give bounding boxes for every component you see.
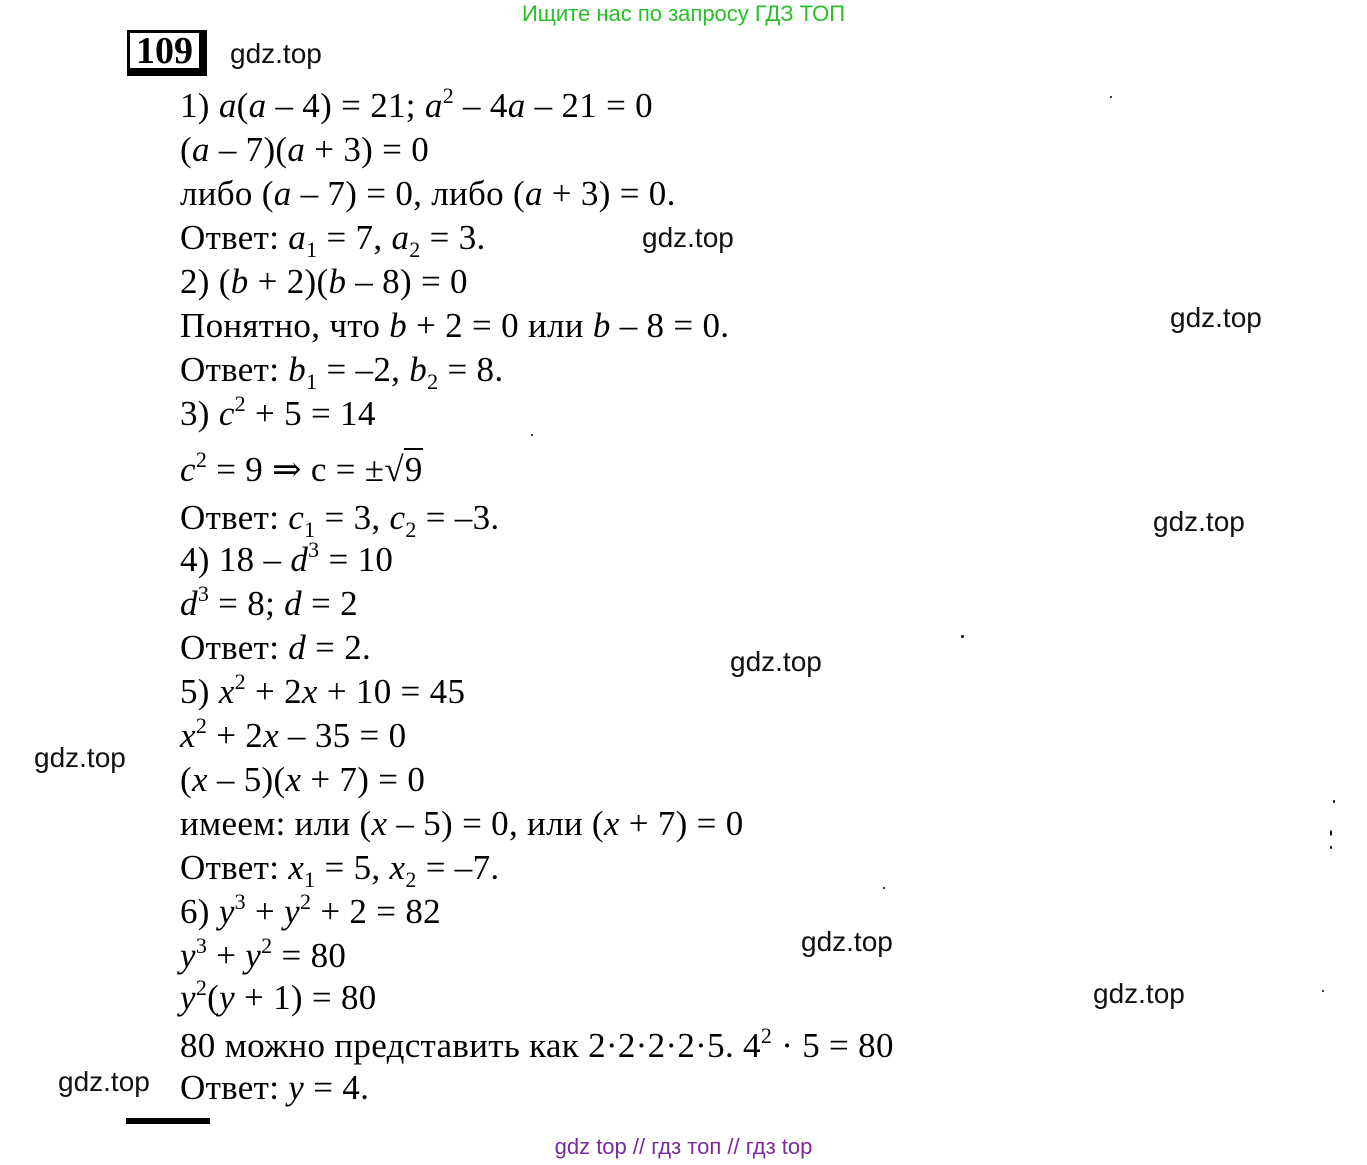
answer-line-2: Ответ: $b_1 = -2$, $b_2 = 8$. bbox=[180, 350, 504, 394]
solution-line-20: $y^3 + y^2 = 80$ bbox=[180, 933, 347, 975]
solution-line-2: (a – 7)(a + 3) = 0 bbox=[180, 130, 430, 169]
scan-speck bbox=[1333, 800, 1335, 803]
watermark: gdz.top bbox=[1153, 506, 1245, 537]
answer-line-3: Ответ: $c_1 = 3$, $c_2 = -3$. bbox=[180, 498, 500, 542]
watermark: gdz.top bbox=[642, 222, 734, 253]
solution-line-21: $y^2(y + 1) = 80$ bbox=[180, 975, 377, 1017]
solution-line-19: 6) $y^3 + y^2 + 2 = 82$ bbox=[180, 889, 441, 931]
solution-line-1: 1) a(a – 4) = 21; $a^2 - 4a - 21 = 0$ bbox=[180, 83, 653, 125]
solution-line-5: 2) (b + 2)(b – 8) = 0 bbox=[180, 262, 468, 301]
scan-speck bbox=[1330, 830, 1332, 836]
watermark: gdz.top bbox=[230, 38, 322, 69]
scan-speck bbox=[961, 635, 964, 638]
solution-line-17: имеем: или (x – 5) = 0, или (x + 7) = 0 bbox=[180, 804, 744, 843]
scan-speck bbox=[1110, 96, 1112, 98]
solution-line-12: $d^3 = 8$; d = 2 bbox=[180, 581, 358, 623]
scan-speck bbox=[531, 434, 533, 436]
end-of-solution-mark bbox=[126, 1118, 210, 1124]
watermark: gdz.top bbox=[801, 926, 893, 957]
solution-line-15: $x^2 + 2x - 35 = 0$ bbox=[180, 713, 407, 755]
scan-speck bbox=[883, 887, 885, 889]
watermark: gdz.top bbox=[1170, 302, 1262, 333]
watermark: gdz.top bbox=[58, 1066, 150, 1097]
solution-line-9: $c^2 = 9$ ⇒ c = ±√9 bbox=[180, 447, 423, 489]
scan-speck bbox=[1322, 990, 1324, 992]
solution-line-14: 5) $x^2 + 2x + 10 = 45$ bbox=[180, 669, 466, 711]
search-hint-banner: Ищите нас по запросу ГДЗ ТОП bbox=[521, 1, 846, 26]
solution-line-8: 3) $c^2 + 5 = 14$ bbox=[180, 391, 376, 433]
problem-number: 109 bbox=[127, 30, 207, 76]
watermark: gdz.top bbox=[730, 646, 822, 677]
solution-line-6: Понятно, что b + 2 = 0 или b – 8 = 0. bbox=[180, 306, 730, 345]
solution-line-11: 4) $18 - d^3 = 10$ bbox=[180, 537, 394, 579]
answer-line-6: Ответ: y = 4. bbox=[180, 1068, 370, 1107]
solution-line-22: 80 можно представить как 2·2·2·2·5. $4^2 \cdot 5 = 80$ bbox=[180, 1023, 894, 1065]
answer-line-1: Ответ: $a_1 = 7$, $a_2 = 3$. bbox=[180, 218, 486, 262]
solution-line-3: либо (a – 7) = 0, либо (a + 3) = 0. bbox=[180, 174, 676, 213]
answer-line-4: Ответ: d = 2. bbox=[180, 628, 372, 667]
solution-line-16: (x – 5)(x + 7) = 0 bbox=[180, 760, 426, 799]
answer-line-5: Ответ: $x_1 = 5$, $x_2 = -7$. bbox=[180, 848, 500, 892]
watermark: gdz.top bbox=[34, 742, 126, 773]
watermark: gdz.top bbox=[1093, 978, 1185, 1009]
footer-site-tags: gdz top // гдз топ // гдз top bbox=[554, 1134, 813, 1159]
scan-speck bbox=[1330, 846, 1332, 849]
